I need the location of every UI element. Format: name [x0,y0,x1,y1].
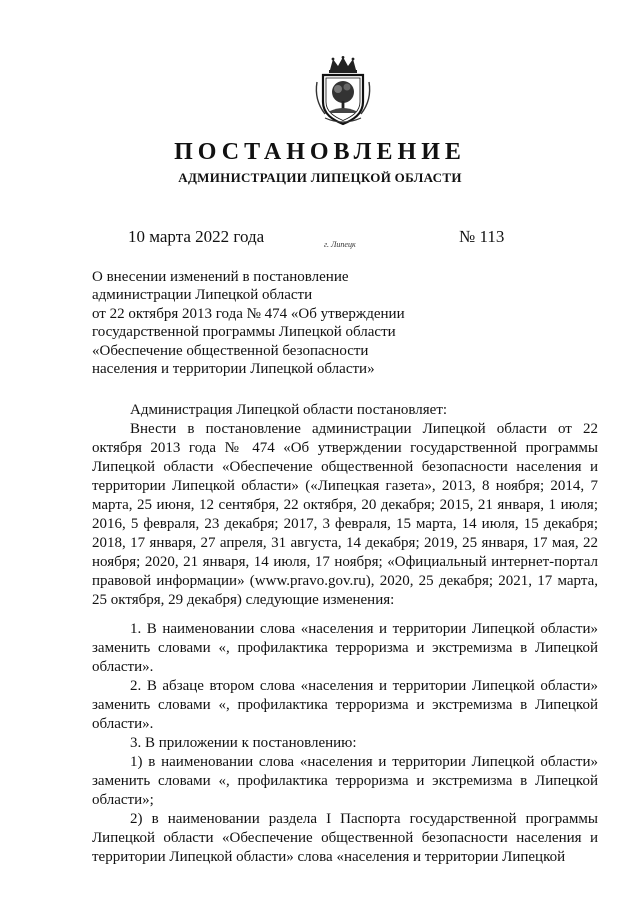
subject-line: населения и территории Липецкой области» [92,361,375,378]
document-number: № 113 [459,227,505,246]
subject-line: государственной программы Липецкой области [92,324,396,341]
document-body [92,401,598,867]
subject-line: администрации Липецкой области [92,287,313,304]
item-3-paragraph: 3. В приложении к постановлению: [130,735,357,751]
item-2-paragraph: 2. В абзаце втором слова «населения и территории Липецкой области» заменить словами «, профилактика терроризма и экстремизма в Липецкой области». [92,678,598,732]
subject-line: «Обеспечение общественной безопасности [92,342,369,359]
subject-line: от 22 октября 2013 года № 474 «Об утверждении [92,305,405,322]
subject-line: О внесении изменений в постановление [92,269,349,285]
document-subject [92,268,432,378]
document-date: 10 марта 2022 года [128,227,265,246]
intro-paragraph: Внести в постановление администрации Липецкой области от 22 октября 2013 года № 474 «Об утверждении государственной программы Липецкой области «Обеспечение общественной безопасности населения и территории Липецкой области» («Липецкая газета», 2013, 8 ноября; 2014, 7 марта, 25 июня, 12 сентября, 22 октября, 20 декабря; 2015, 21 января, 1 июля; 2016, 5 февраля, 23 декабря; 2017, 3 февраля, 15 марта, 14 июля, 15 декабря; 2018, 17 января, 27 апреля, 31 августа, 14 декабря; 2019, 25 января, 17 мая, 22 ноября; 2020, 21 января, 14 июля, 17 ноября; «Официальный интернет-портал правовой информации» (www.pravo.gov.ru), 2020, 25 декабря; 2021, 17 марта, 25 октября, 29 декабря) следующие изменения: [92,421,598,608]
crown-icon [329,56,357,73]
document-city: г. Липецк [324,240,356,249]
document-title: ПОСТАНОВЛЕНИЕ [174,139,466,165]
item-3-2-paragraph: 2) в наименовании раздела I Паспорта государственной программы Липецкой области «Обеспечение общественной безопасности населения и территории Липецкой области» слова «населения и территории Липецкой [92,811,598,865]
preamble-paragraph: Администрация Липецкой области постановляет: [130,402,448,418]
coat-of-arms-emblem [313,56,373,126]
item-3-1-paragraph: 1) в наименовании слова «населения и территории Липецкой области» заменить словами «, профилактика терроризма и экстремизма в Липецкой области»; [92,754,598,808]
document-issuer: АДМИНИСТРАЦИИ ЛИПЕЦКОЙ ОБЛАСТИ [178,170,462,185]
item-1-paragraph: 1. В наименовании слова «населения и территории Липецкой области» заменить словами «, профилактика терроризма и экстремизма в Липецкой области». [92,621,598,675]
